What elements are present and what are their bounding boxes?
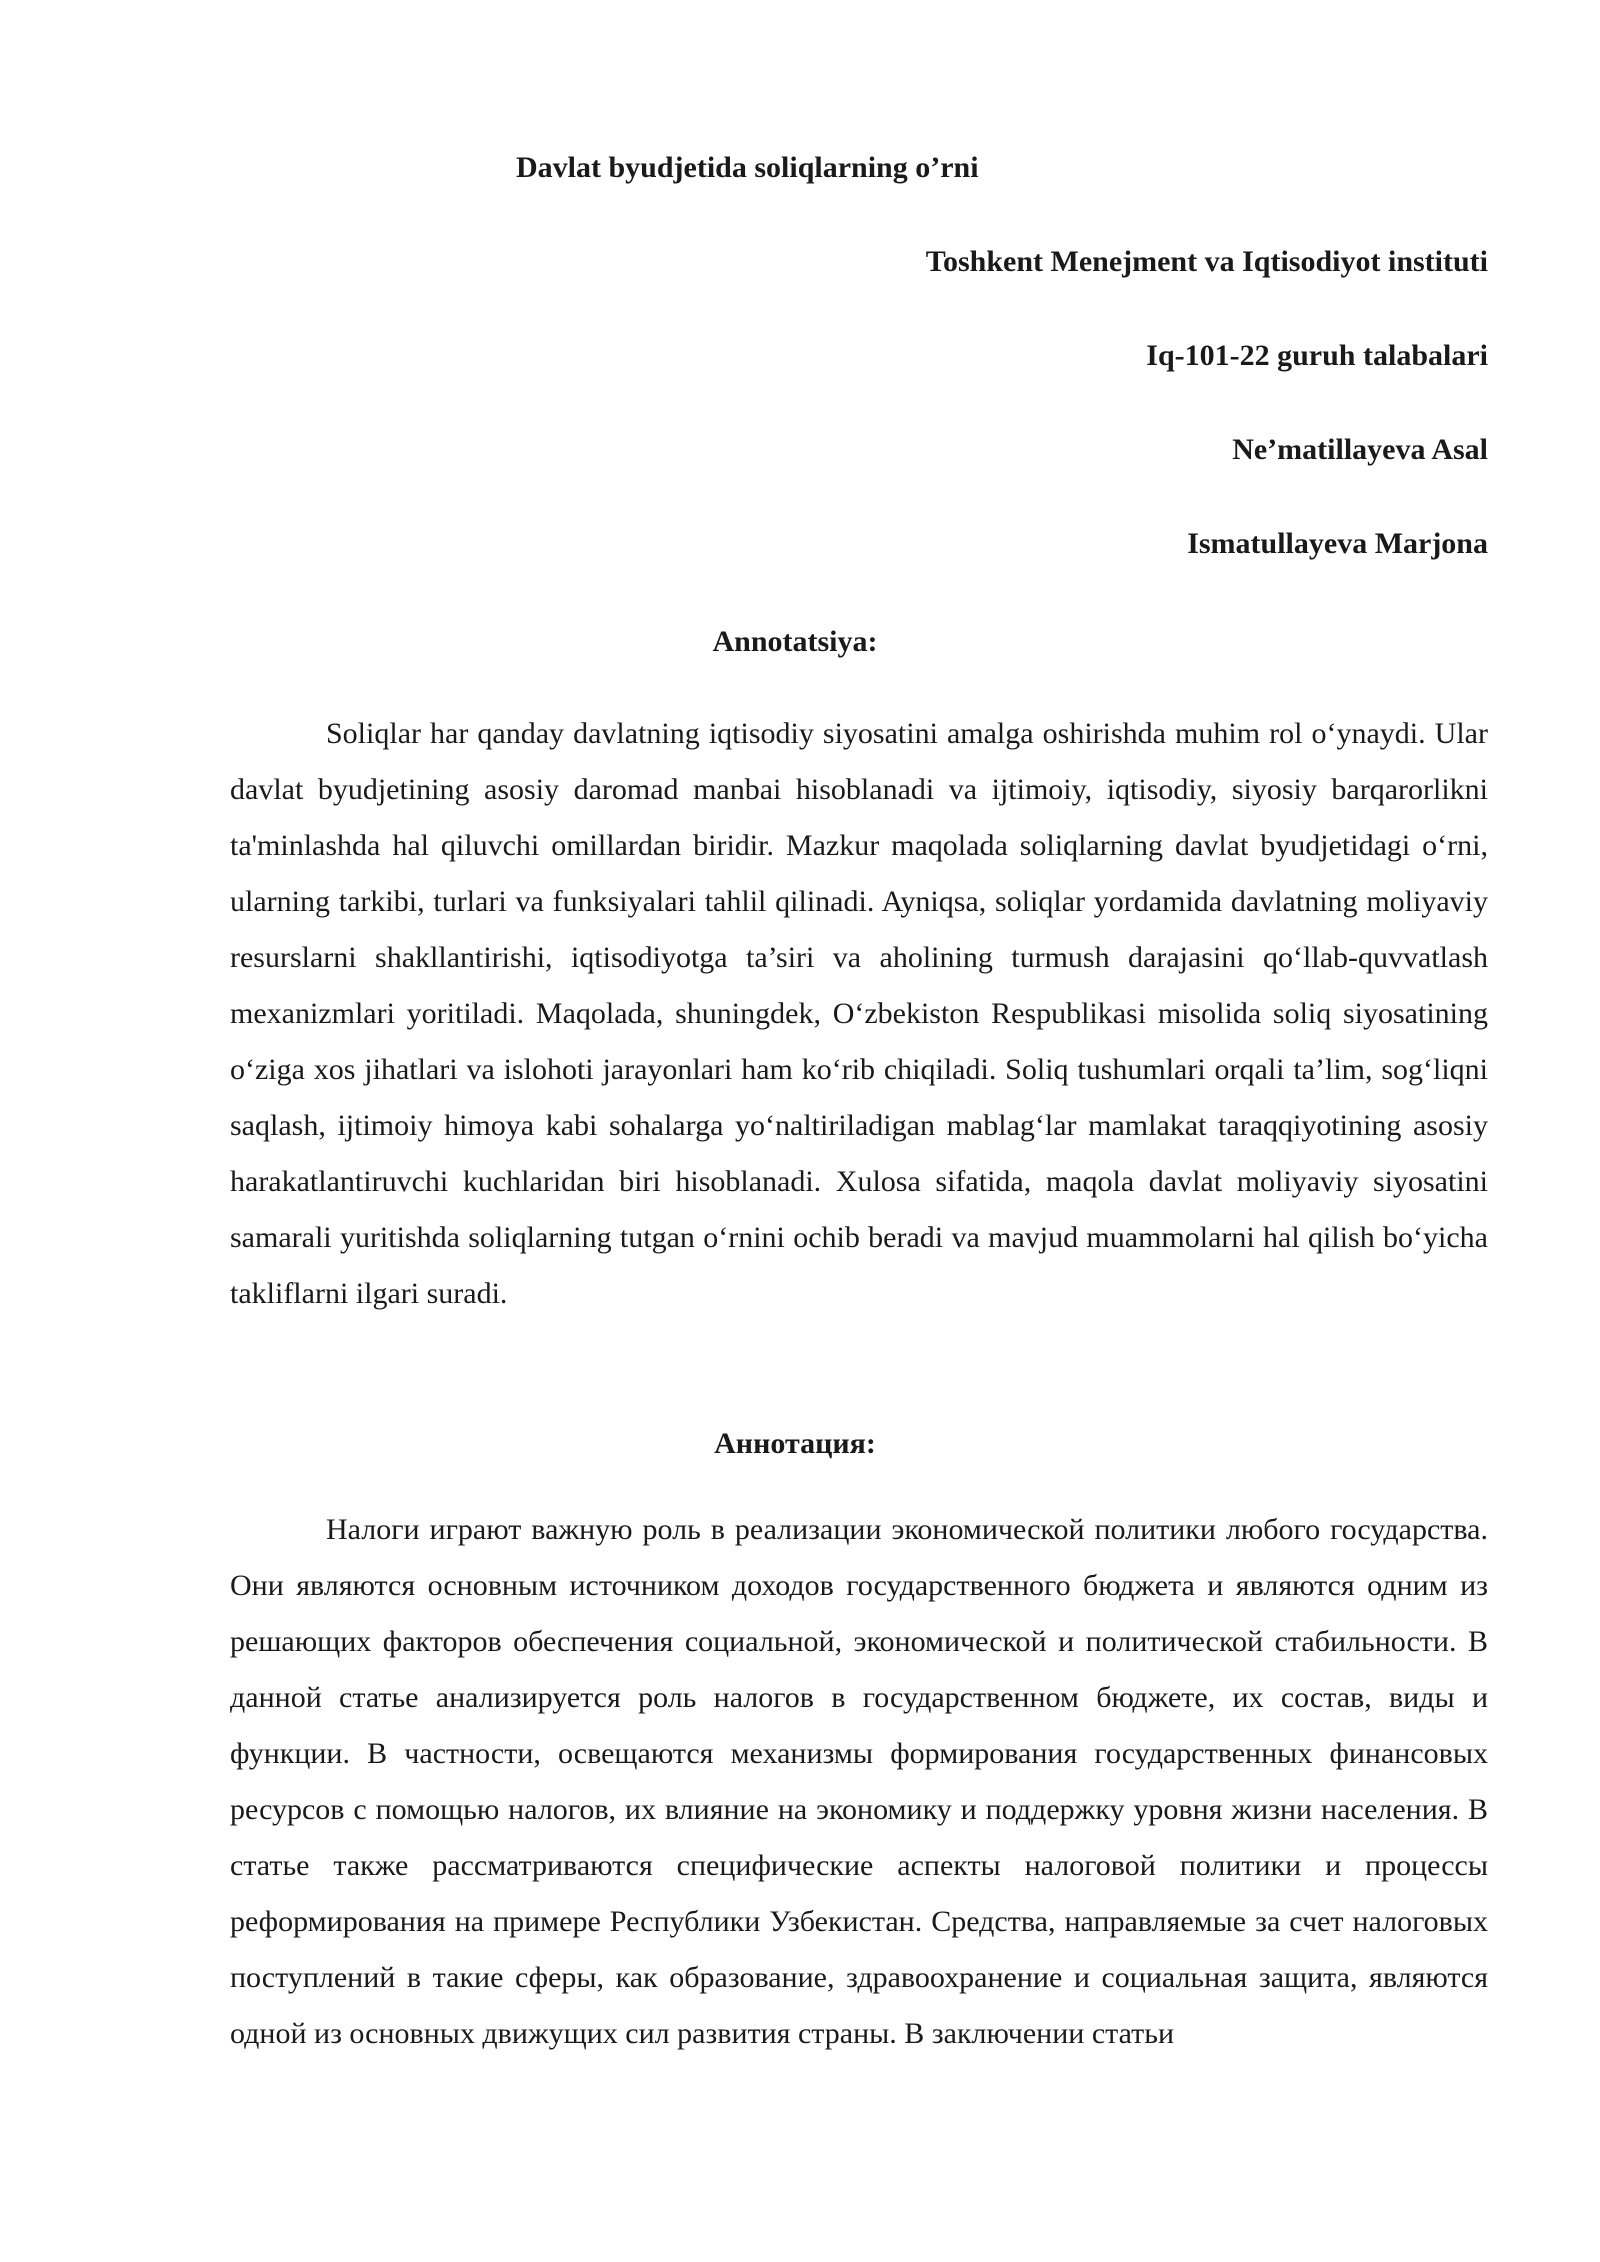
author-group: Iq-101-22 guruh talabalari <box>1146 339 1488 372</box>
annotation-heading-uz: Annotatsiya: <box>712 625 878 658</box>
author-name: Ismatullayeva Marjona <box>1187 527 1488 560</box>
author-block <box>230 242 1488 618</box>
author-name: Ne’matillayeva Asal <box>1232 433 1488 466</box>
author-institute: Toshkent Menejment va Iqtisodiyot instituti <box>925 245 1488 278</box>
annotation-paragraph-uz: Soliqlar har qanday davlatning iqtisodiy siyosatini amalga oshirishda muhim rol o‘ynaydi. Ular davlat byudjetining asosiy daromad manbai hisoblanadi va ijtimoiy, iqtisodiy, siyosiy barqarorlikni ta'minlashda hal qiluvchi omillardan biridir. Mazkur maqolada soliqlarning davlat byudjetidagi o‘rni, ularning tarkibi, turlari va funksiyalari tahlil qilinadi. Ayniqsa, soliqlar yordamida davlatning moliyaviy resurslarni shakllantirishi, iqtisodiyotga ta’siri va aholining turmush darajasini qo‘llab-quvvatlash mexanizmlari yoritiladi. Maqolada, shuningdek, O‘zbekiston Respublikasi misolida soliq siyosatining o‘ziga xos jihatlari va islohoti jarayonlari ham ko‘rib chiqiladi. Soliq tushumlari orqali ta’lim, sog‘liqni saqlash, ijtimoiy himoya kabi sohalarga yo‘naltiriladigan mablag‘lar mamlakat taraqqiyotining asosiy harakatlantiruvchi kuchlaridan biri hisoblanadi. Xulosa sifatida, maqola davlat moliyaviy siyosatini samarali yuritishda soliqlarning tutgan o‘rnini ochib beradi va mavjud muammolarni hal qilish bo‘yicha takliflarni ilgari suradi. <box>230 717 1488 1310</box>
annotation-paragraph-ru: Налоги играют важную роль в реализации экономической политики любого государства. Они являются основным источником доходов государственного бюджета и являются одним из решающих факторов обеспечения социальной, экономической и политической стабильности. В данной статье анализируется роль налогов в государственном бюджете, их состав, виды и функции. В частности, освещаются механизмы формирования государственных финансовых ресурсов с помощью налогов, их влияние на экономику и поддержку уровня жизни населения. В статье также рассматриваются специфические аспекты налоговой политики и процессы реформирования на примере Республики Узбекистан. Средства, направляемые за счет налоговых поступлений в такие сферы, как образование, здравоохранение и социальная защита, являются одной из основных движущих сил развития страны. В заключении статьи <box>230 1513 1488 2050</box>
document-title: Davlat byudjetida soliqlarning o’rni <box>516 151 979 184</box>
annotation-heading-ru: Аннотация: <box>714 1427 876 1460</box>
